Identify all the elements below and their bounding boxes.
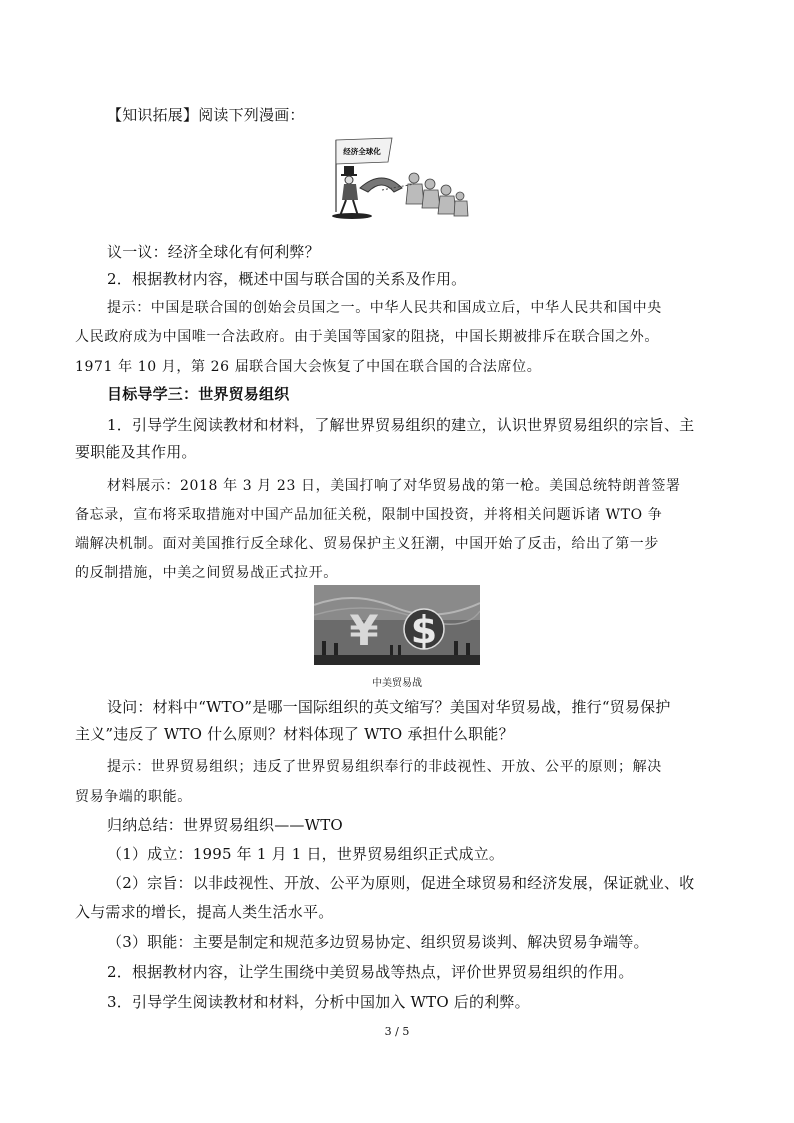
- question-line-1: 设问：材料中“WTO”是哪一国际组织的英文缩写？美国对华贸易战，推行“贸易保护: [107, 698, 671, 716]
- guide-3-line: 3．引导学生阅读教材和材料，分析中国加入 WTO 后的利弊。: [107, 993, 530, 1011]
- globalization-cartoon: [322, 132, 472, 224]
- material-line-2: 备忘录，宣布将采取措施对中国产品加征关税，限制中国投资，并将相关问题诉诸 WTO 争: [75, 507, 663, 523]
- hint-line-2: 人民政府成为中国唯一合法政府。由于美国等国家的阻挠，中国长期被排斥在联合国之外。: [75, 329, 659, 345]
- summary-founding: （1）成立：1995 年 1 月 1 日，世界贸易组织正式成立。: [107, 845, 505, 863]
- item-2-line: 2．根据教材内容，概述中国与联合国的关系及作用。: [107, 270, 467, 288]
- summary-purpose-line-1: （2）宗旨：以非歧视性、开放、公平为原则，促进全球贸易和经济发展，保证就业、收: [107, 874, 695, 892]
- knowledge-expansion-line: 【知识拓展】阅读下列漫画：: [107, 106, 305, 124]
- summary-purpose-line-2: 入与需求的增长，提高人类生活水平。: [75, 903, 334, 921]
- summary-heading: 归纳总结：世界贸易组织——WTO: [107, 816, 343, 834]
- discussion-line: 议一议：经济全球化有何利弊？: [107, 243, 320, 261]
- answer-hint-line-2: 贸易争端的职能。: [75, 789, 192, 805]
- trade-war-image: [314, 585, 480, 665]
- guide-2-line: 2．根据教材内容，让学生围绕中美贸易战等热点，评价世界贸易组织的作用。: [107, 963, 634, 981]
- question-line-2: 主义”违反了 WTO 什么原则？材料体现了 WTO 承担什么职能？: [75, 725, 514, 743]
- svg-text:$: $: [410, 608, 438, 652]
- section-heading-wto: 目标导学三：世界贸易组织: [107, 385, 290, 403]
- material-line-4: 的反制措施，中美之间贸易战正式拉开。: [75, 565, 338, 581]
- guide-1-line-1: 1．引导学生阅读教材和材料，了解世界贸易组织的建立，认识世界贸易组织的宗旨、主: [107, 416, 695, 434]
- material-line-1: 材料展示：2018 年 3 月 23 日，美国打响了对华贸易战的第一枪。美国总统特朗普签署: [107, 478, 681, 494]
- guide-1-line-2: 要职能及其作用。: [75, 443, 197, 461]
- material-line-3: 端解决机制。面对美国推行反全球化、贸易保护主义狂潮，中国开始了反击，给出了第一步: [75, 536, 659, 552]
- answer-hint-line-1: 提示：世界贸易组织；违反了世界贸易组织奉行的非歧视性、开放、公平的原则；解决: [107, 759, 662, 775]
- hint-line-3: 1971 年 10 月，第 26 届联合国大会恢复了中国在联合国的合法席位。: [75, 359, 542, 375]
- summary-functions: （3）职能：主要是制定和规范多边贸易协定、组织贸易谈判、解决贸易争端等。: [107, 933, 649, 951]
- page-number: 3 / 5: [384, 1025, 410, 1038]
- hint-line-1: 提示：中国是联合国的创始会员国之一。中华人民共和国成立后，中华人民共和国中央: [107, 300, 662, 316]
- trade-war-caption: 中美贸易战: [372, 678, 422, 689]
- cartoon-flag-label: 经济全球化: [343, 147, 381, 156]
- svg-text:¥: ¥: [349, 606, 379, 655]
